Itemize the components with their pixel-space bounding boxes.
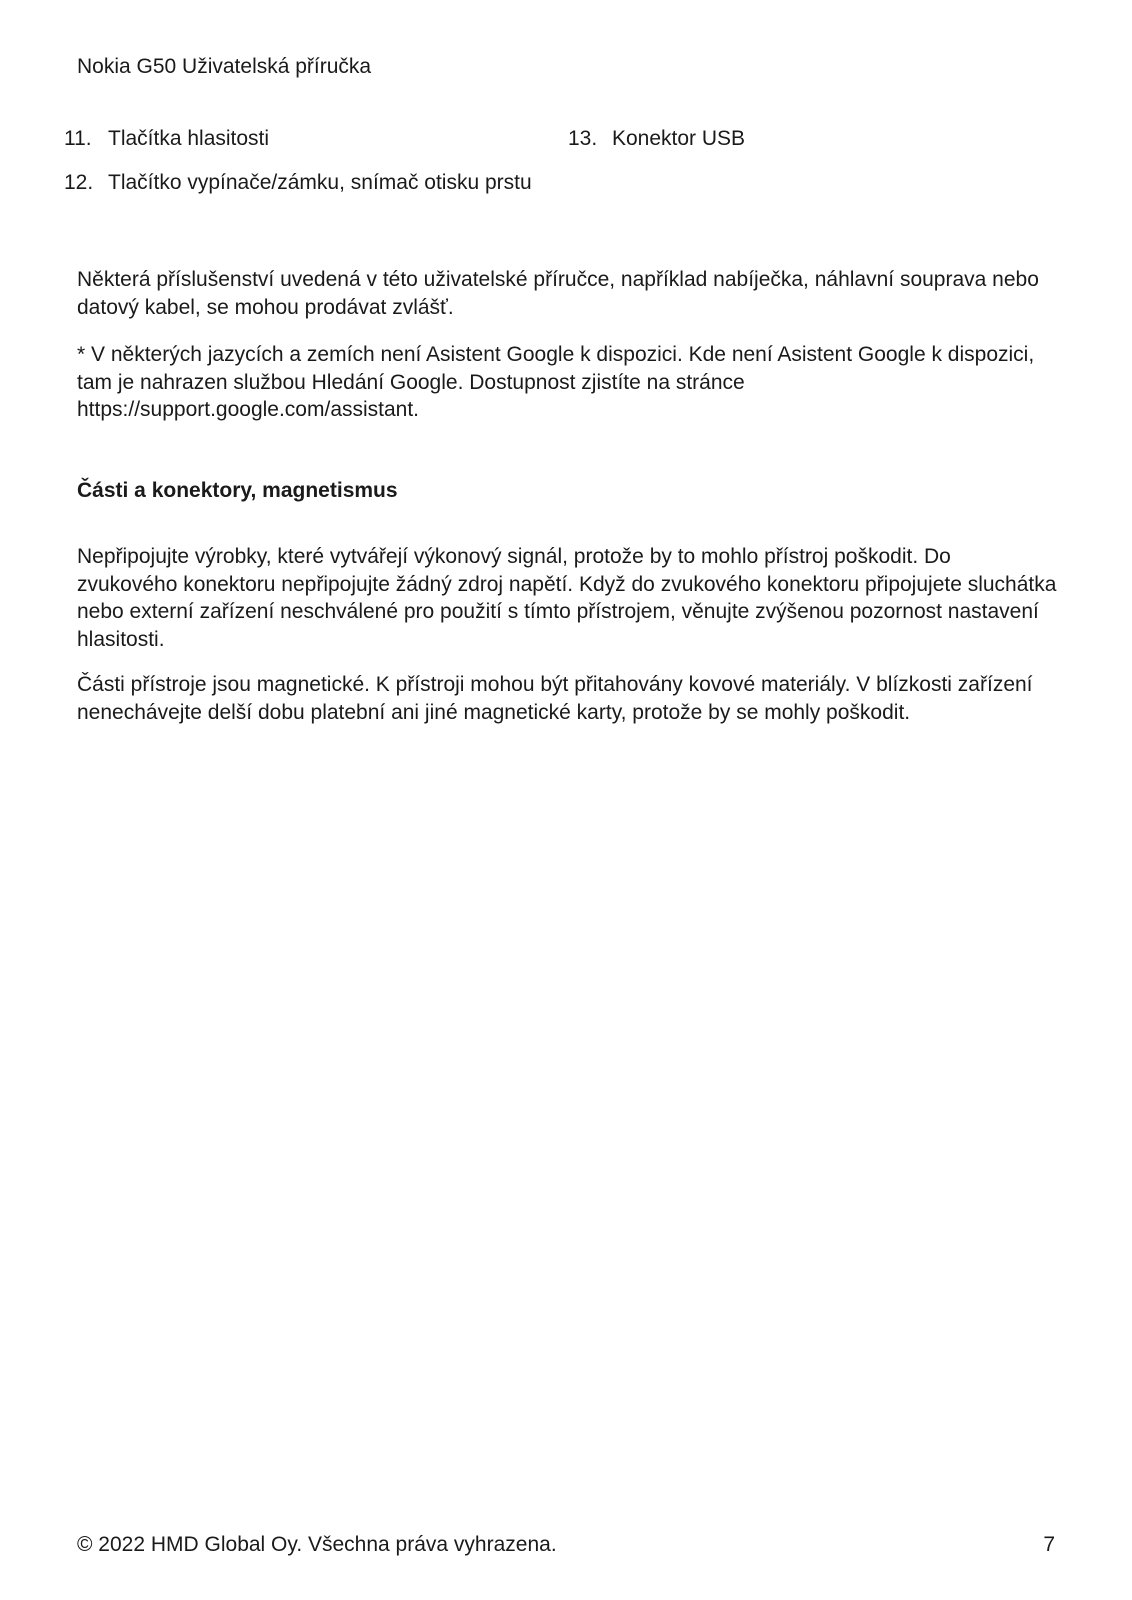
page-header-title: Nokia G50 Uživatelská příručka <box>77 55 372 78</box>
list-item-number: 13. <box>568 127 598 150</box>
list-item <box>64 169 534 197</box>
parts-list-left-column <box>64 125 534 213</box>
list-item-number: 12. <box>64 171 94 194</box>
list-item-number: 11. <box>64 127 92 150</box>
list-item-label: Tlačítko vypínače/zámku, snímač otisku prstu <box>108 171 532 194</box>
parts-list-right-column <box>568 125 1048 169</box>
section-paragraph-power-signal: Nepřipojujte výrobky, které vytvářejí výkonový signál, protože by to mohlo přístroj poškodit. Do zvukového konektoru nepřipojujte žádný zdroj napětí. Když do zvukového konektoru připojujete sluchátka nebo externí zařízení neschválené pro použití s tímto přístrojem, věnujte zvýšenou pozornost nastavení hlasitosti. <box>77 545 1057 651</box>
section-paragraph-magnetism: Části přístroje jsou magnetické. K přístroji mohou být přitahovány kovové materiály. V blízkosti zařízení nenechávejte delší dobu platební ani jiné magnetické karty, protože by se mohly poškodit. <box>77 673 1033 724</box>
list-item <box>568 125 1048 153</box>
footer-copyright: © 2022 HMD Global Oy. Všechna práva vyhrazena. <box>77 1533 557 1556</box>
list-item-label: Tlačítka hlasitosti <box>108 127 270 150</box>
assistant-note: * V některých jazycích a zemích není Asistent Google k dispozici. Kde není Asistent Google k dispozici, tam je nahrazen službou Hledání Google. Dostupnost zjistíte na stránce https://support.google.com/assistant. <box>77 343 1035 421</box>
accessories-note: Některá příslušenství uvedená v této uživatelské příručce, například nabíječka, náhlavní souprava nebo datový kabel, se mohou prodávat zvlášť. <box>77 268 1039 319</box>
list-item-label: Konektor USB <box>612 127 746 150</box>
list-item <box>64 125 534 153</box>
section-heading: Části a konektory, magnetismus <box>77 479 398 502</box>
footer-page-number: 7 <box>1043 1533 1055 1556</box>
